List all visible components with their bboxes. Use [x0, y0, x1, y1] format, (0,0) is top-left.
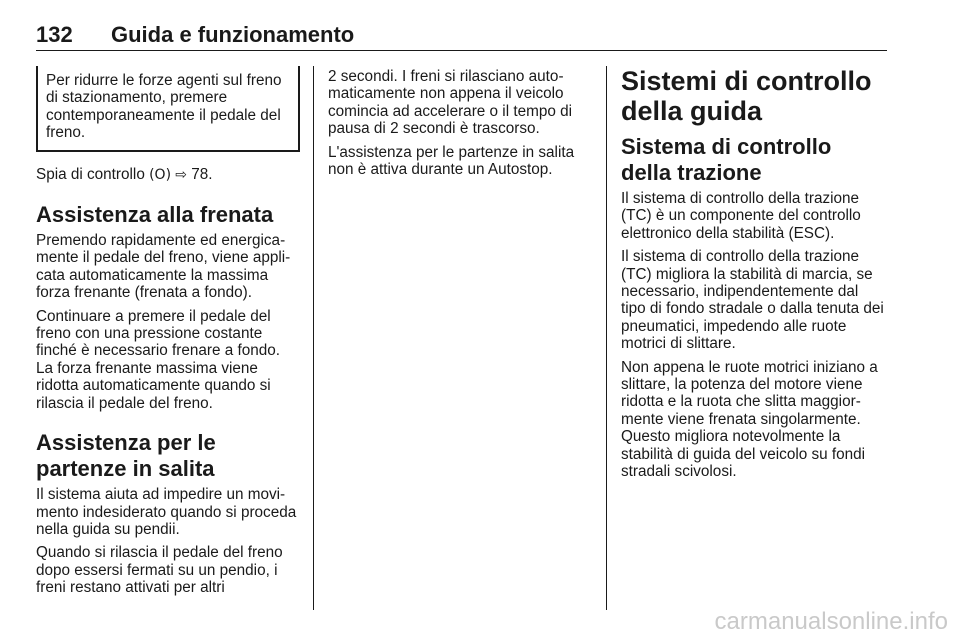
brake-warning-icon: (O): [149, 166, 172, 183]
page-reference-arrow-icon: ⇨: [175, 166, 188, 183]
column-2: [328, 68, 592, 184]
column-divider-1: [313, 66, 314, 610]
heading-brake-assist: Assistenza alla frenata: [36, 202, 274, 228]
traction-control-paragraph-1: Il sistema di controllo della trazione (TC) è un componente del controllo elettronico della stabilità (ESC).: [621, 190, 861, 242]
hill-start-paragraph-2: Quando si rilascia il pedale del freno dopo essersi fermati su un pendio, i freni restano attivati per altri: [36, 544, 283, 597]
watermark: carmanualsonline.info: [714, 608, 948, 635]
brake-assist-paragraph-2: Continuare a premere il pedale del freno con una pressione costante finché è necessario frenare a fondo. La forza frenante massima viene ridotta automaticamente quando si rilascia il pedale del freno.: [36, 307, 281, 412]
page-number: 132: [36, 22, 73, 47]
column-divider-2: [606, 66, 607, 610]
hill-start-autostop-paragraph: L'assistenza per le partenze in salita non è attiva durante un Autostop.: [328, 143, 575, 179]
heading-driving-control-systems: Sistemi di controllo della guida: [621, 66, 872, 126]
heading-hill-start-assist: Assistenza per le partenze in salita: [36, 430, 216, 482]
heading-traction-control: Sistema di controllo della trazione: [621, 134, 832, 185]
note-box: [36, 66, 300, 152]
hill-start-continued-paragraph: 2 secondi. I freni si rilasciano automaticamente non appena il veicolo comincia ad accelerare o il tempo di pausa di 2 secondi è trascorso.: [328, 68, 573, 138]
column-1: [36, 66, 300, 603]
note-text: Per ridurre le forze agenti sul freno di stazionamento, premere contemporaneamente il pedale del freno.: [46, 72, 282, 142]
traction-control-paragraph-3: Non appena le ruote motrici iniziano a slittare, la potenza del motore viene ridotta e la ruota che slitta maggiormente viene frenata singolarmente. Questo migliora notevolmente la stabilità di guida del veicolo su fondi stradali scivolosi.: [621, 358, 878, 481]
warning-light-label: Spia di controllo: [36, 165, 145, 183]
traction-control-paragraph-2: Il sistema di controllo della trazione (TC) migliora la stabilità di marcia, se necessario, indipendentemente dal tipo di fondo stradale o dalla tenuta dei pneumatici, impedendo alle ruote motrici di slittare.: [621, 248, 884, 353]
brake-assist-paragraph-1: Premendo rapidamente ed energicamente il pedale del freno, viene applicata automaticamente la massima forza frenante (frenata a fondo).: [36, 232, 291, 302]
section-title: Guida e funzionamento: [111, 22, 355, 47]
warning-light-reference: [36, 166, 300, 184]
page-reference-link[interactable]: 78.: [191, 165, 213, 183]
column-3: [621, 66, 887, 487]
hill-start-paragraph-1: Il sistema aiuta ad impedire un movimento indesiderato quando si proceda nella guida su pendii.: [36, 486, 297, 538]
header-rule: [36, 50, 887, 51]
